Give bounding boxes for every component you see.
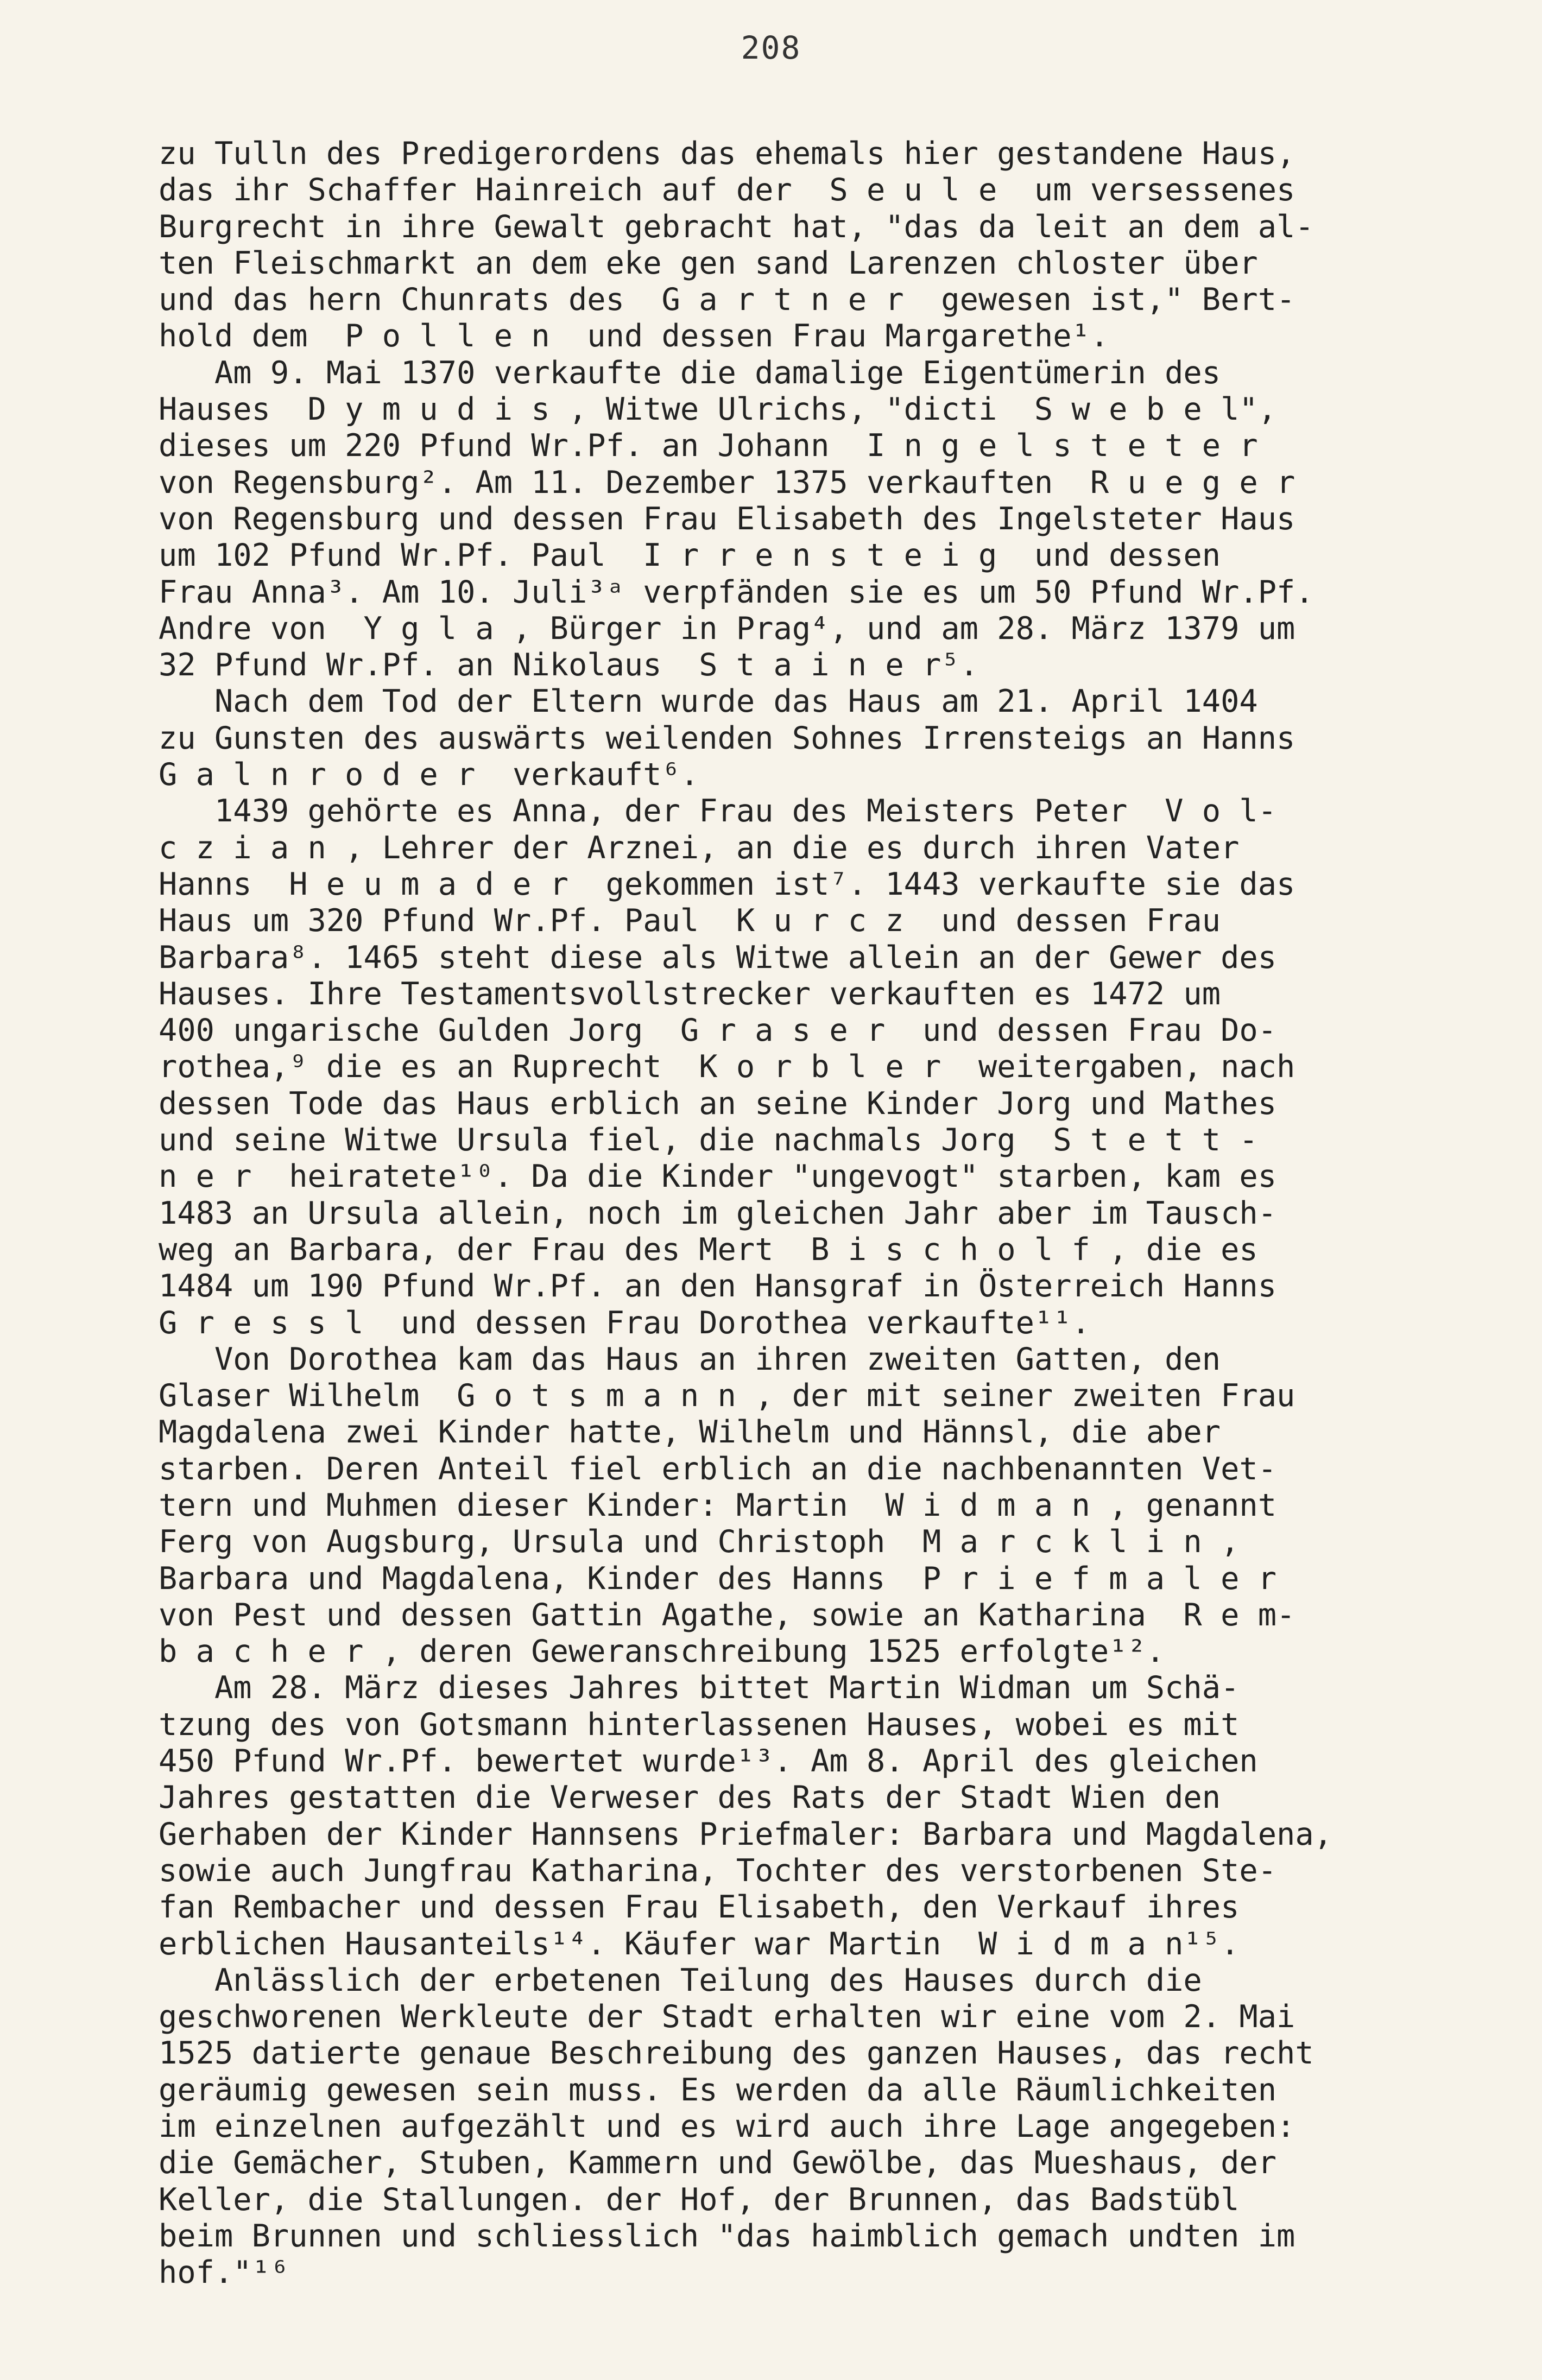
text-line: Keller, die Stallungen. der Hof, der Brunnen, das Badstübl — [159, 2181, 1240, 2218]
text-line: Glaser Wilhelm G o t s m a n n , der mit seiner zweiten Frau — [159, 1378, 1295, 1414]
text-line: die Gemächer, Stuben, Kammern und Gewölbe, das Mueshaus, der — [159, 2145, 1277, 2181]
text-line: Ferg von Augsburg, Ursula und Christoph M a r c k l i n , — [159, 1524, 1240, 1560]
text-line: Gerhaben der Kinder Hannsens Priefmaler: Barbara und Magdalena, — [159, 1816, 1332, 1852]
text-line: hof."¹⁶ — [159, 2255, 289, 2291]
text-line: dieses um 220 Pfund Wr.Pf. an Johann I n g e l s t e t e r — [159, 428, 1258, 464]
text-line: erblichen Hausanteils¹⁴. Käufer war Martin W i d m a n¹⁵. — [159, 1926, 1240, 1962]
text-line: Hauses. Ihre Testamentsvollstrecker verkauften es 1472 um — [159, 976, 1221, 1012]
text-line: Magdalena zwei Kinder hatte, Wilhelm und Hännsl, die aber — [159, 1414, 1221, 1451]
text-line: 1439 gehörte es Anna, der Frau des Meisters Peter V o l- — [159, 793, 1277, 830]
text-line: fan Rembacher und dessen Frau Elisabeth, den Verkauf ihres — [159, 1889, 1240, 1926]
text-line: Haus um 320 Pfund Wr.Pf. Paul K u r c z und dessen Frau — [159, 903, 1221, 939]
text-line: Jahres gestatten die Verweser des Rats der Stadt Wien den — [159, 1780, 1221, 1816]
text-line: weg an Barbara, der Frau des Mert B i s c h o l f , die es — [159, 1231, 1258, 1268]
text-line: von Pest und dessen Gattin Agathe, sowie an Katharina R e m- — [159, 1597, 1295, 1633]
text-line: Hanns H e u m a d e r gekommen ist⁷. 1443 verkaufte sie das — [159, 866, 1295, 902]
text-line: ten Fleischmarkt an dem eke gen sand Larenzen chloster über — [159, 245, 1258, 281]
text-line: und das hern Chunrats des G a r t n e r gewesen ist," Bert- — [159, 282, 1295, 318]
text-line: tzung des von Gotsmann hinterlassenen Hauses, wobei es mit — [159, 1706, 1240, 1743]
text-line: 450 Pfund Wr.Pf. bewertet wurde¹³. Am 8. April des gleichen — [159, 1743, 1258, 1780]
text-line: geschworenen Werkleute der Stadt erhalten wir eine vom 2. Mai — [159, 1999, 1295, 2035]
text-line: 1483 an Ursula allein, noch im gleichen Jahr aber im Tausch- — [159, 1195, 1277, 1231]
page-number: 208 — [741, 29, 801, 66]
text-line: Barbara und Magdalena, Kinder des Hanns P r i e f m a l e r — [159, 1560, 1277, 1597]
text-line: n e r heiratete¹⁰. Da die Kinder "ungevogt" starben, kam es — [159, 1159, 1277, 1195]
text-line: im einzelnen aufgezählt und es wird auch ihre Lage angegeben: — [159, 2109, 1295, 2145]
text-line: Barbara⁸. 1465 steht diese als Witwe allein an der Gewer des — [159, 939, 1277, 976]
text-line: tern und Muhmen dieser Kinder: Martin W i d m a n , genannt — [159, 1487, 1277, 1523]
text-line: 1484 um 190 Pfund Wr.Pf. an den Hansgraf in Österreich Hanns — [159, 1268, 1277, 1305]
text-line: hold dem P o l l e n und dessen Frau Margarethe¹. — [159, 318, 1109, 355]
text-line: das ihr Schaffer Hainreich auf der S e u l e um versessenes — [159, 172, 1295, 208]
text-line: von Regensburg und dessen Frau Elisabeth des Ingelsteter Haus — [159, 501, 1295, 537]
text-line: zu Tulln des Predigerordens das ehemals hier gestandene Haus, — [159, 136, 1295, 172]
text-line: Burgrecht in ihre Gewalt gebracht hat, "das da leit an dem al- — [159, 208, 1314, 245]
text-line: von Regensburg². Am 11. Dezember 1375 verkauften R u e g e r — [159, 464, 1295, 501]
text-line: zu Gunsten des auswärts weilenden Sohnes Irrensteigs an Hanns — [159, 720, 1295, 756]
text-line: beim Brunnen und schliesslich "das haimblich gemach undten im — [159, 2218, 1295, 2254]
text-line: Am 28. März dieses Jahres bittet Martin Widman um Schä- — [159, 1670, 1240, 1706]
text-line: c z i a n , Lehrer der Arznei, an die es durch ihren Vater — [159, 830, 1240, 866]
text-line: 1525 datierte genaue Beschreibung des ganzen Hauses, das recht — [159, 2035, 1314, 2072]
text-line: sowie auch Jungfrau Katharina, Tochter des verstorbenen Ste- — [159, 1852, 1277, 1889]
text-line: starben. Deren Anteil fiel erblich an die nachbenannten Vet- — [159, 1451, 1277, 1487]
text-line: Anlässlich der erbetenen Teilung des Hauses durch die — [159, 1962, 1202, 1998]
text-line: Hauses D y m u d i s , Witwe Ulrichs, "dicti S w e b e l", — [159, 391, 1277, 428]
body-text — [159, 136, 1500, 2292]
text-line: dessen Tode das Haus erblich an seine Kinder Jorg und Mathes — [159, 1085, 1277, 1122]
text-line: b a c h e r , deren Geweranschreibung 1525 erfolgte¹². — [159, 1634, 1165, 1670]
text-line: rothea,⁹ die es an Ruprecht K o r b l e r weitergaben, nach — [159, 1049, 1295, 1085]
text-line: um 102 Pfund Wr.Pf. Paul I r r e n s t e i g und dessen — [159, 537, 1221, 574]
text-line: geräumig gewesen sein muss. Es werden da alle Räumlichkeiten — [159, 2072, 1277, 2108]
text-line: und seine Witwe Ursula fiel, die nachmals Jorg S t e t t - — [159, 1122, 1258, 1159]
text-line: Andre von Y g l a , Bürger in Prag⁴, und am 28. März 1379 um — [159, 610, 1295, 647]
text-line: 32 Pfund Wr.Pf. an Nikolaus S t a i n e r⁵. — [159, 647, 978, 683]
text-line: Am 9. Mai 1370 verkaufte die damalige Eigentümerin des — [159, 355, 1221, 391]
text-line: 400 ungarische Gulden Jorg G r a s e r und dessen Frau Do- — [159, 1012, 1277, 1049]
text-line: G r e s s l und dessen Frau Dorothea verkaufte¹¹. — [159, 1305, 1090, 1341]
text-line: Frau Anna³. Am 10. Juli³ᵃ verpfänden sie es um 50 Pfund Wr.Pf. — [159, 574, 1314, 610]
text-line: Von Dorothea kam das Haus an ihren zweiten Gatten, den — [159, 1341, 1221, 1377]
text-line: Nach dem Tod der Eltern wurde das Haus am 21. April 1404 — [159, 683, 1258, 720]
text-line: G a l n r o d e r verkauft⁶. — [159, 757, 699, 793]
